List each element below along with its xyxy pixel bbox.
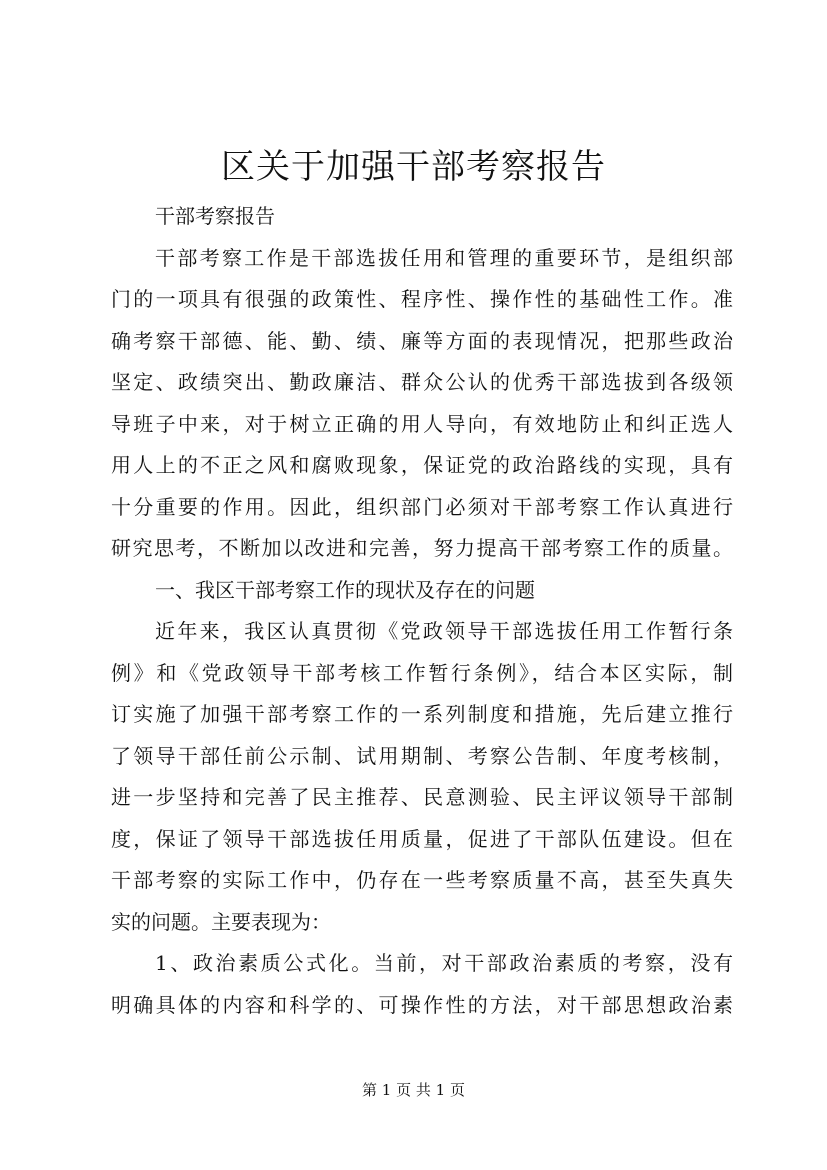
paragraph-line: 坚定、政绩突出、勤政廉洁、群众公认的优秀干部选拔到各级领 [111, 370, 733, 394]
paragraph-line: 干部考察报告 [155, 204, 275, 228]
paragraph-line: 近年来，我区认真贯彻《党政领导干部选拔任用工作暂行条 [155, 619, 733, 643]
document-body [111, 196, 733, 1026]
paragraph-line: 例》和《党政领导干部考核工作暂行条例》，结合本区实际，制 [111, 660, 733, 685]
paragraph-line: 导班子中来，对于树立正确的用人导向，有效地防止和纠正选人 [111, 411, 733, 436]
paragraph-line: 用人上的不正之风和腐败现象，保证党的政治路线的实现，具有 [111, 453, 733, 477]
paragraph-line: 度，保证了领导干部选拔任用质量，促进了干部队伍建设。但在 [111, 826, 733, 851]
paragraph-line: 门的一项具有很强的政策性、程序性、操作性的基础性工作。准 [111, 287, 733, 311]
paragraph-line: 确考察干部德、能、勤、绩、廉等方面的表现情况，把那些政治 [111, 328, 733, 353]
paragraph-line: 研究思考，不断加以改进和完善，努力提高干部考察工作的质量。 [111, 536, 733, 560]
paragraph-line: 一、我区干部考察工作的现状及存在的问题 [155, 577, 535, 602]
paragraph-line: 干部考察工作是干部选拔任用和管理的重要环节，是组织部 [155, 245, 733, 270]
paragraph-line: 十分重要的作用。因此，组织部门必须对干部考察工作认真进行 [111, 494, 733, 519]
paragraph-line: 1、政治素质公式化。当前，对干部政治素质的考察，没有 [155, 951, 733, 975]
paragraph-line: 订实施了加强干部考察工作的一系列制度和措施，先后建立推行 [111, 702, 733, 726]
paragraph-line: 实的问题。主要表现为： [111, 909, 331, 934]
paragraph-line: 明确具体的内容和科学的、可操作性的方法，对干部思想政治素 [111, 992, 733, 1017]
paragraph-line: 进一步坚持和完善了民主推荐、民意测验、民主评议领导干部制 [111, 785, 733, 809]
paragraph-line: 干部考察的实际工作中，仍存在一些考察质量不高，甚至失真失 [111, 868, 733, 892]
page-footer: 第 1 页 共 1 页 [362, 1081, 465, 1099]
paragraph-line: 了领导干部任前公示制、试用期制、考察公告制、年度考核制， [111, 743, 733, 768]
document-title: 区关于加强干部考察报告 [221, 147, 606, 187]
